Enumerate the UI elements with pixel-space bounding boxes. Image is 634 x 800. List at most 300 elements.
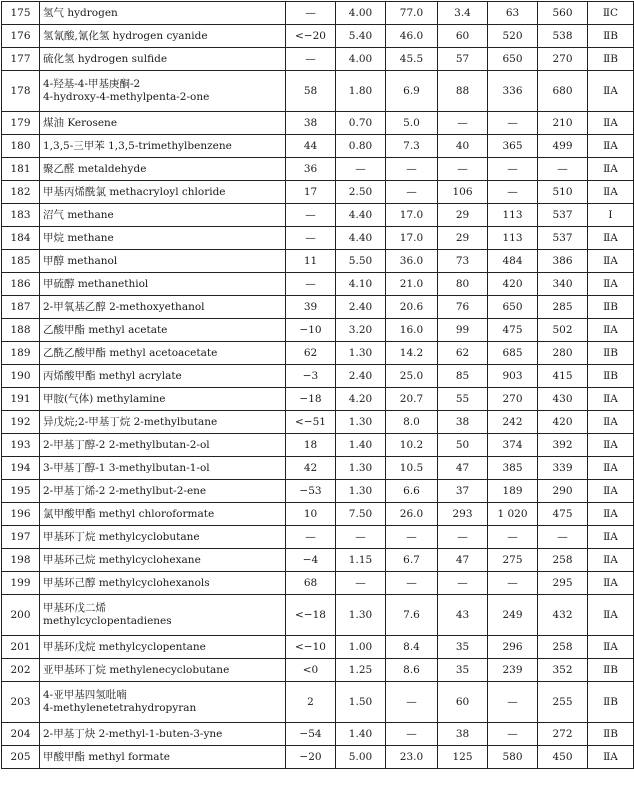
group-class-cell: ⅡA [588, 158, 634, 181]
substance-name-line: 煤油 Kerosene [43, 116, 118, 129]
lower-concentration-cell: 293 [438, 503, 488, 526]
lower-concentration-cell: 80 [438, 273, 488, 296]
upper-concentration-cell: 374 [488, 434, 538, 457]
upper-limit-cell: 17.0 [386, 227, 438, 250]
substance-name [40, 135, 286, 158]
ignition-temp-cell: 210 [538, 112, 588, 135]
chemical-properties-table [1, 1, 634, 769]
group-class-cell: ⅡA [588, 480, 634, 503]
group-class-cell: ⅡA [588, 457, 634, 480]
flash-point-cell: — [286, 526, 336, 549]
substance-name-line: 2-甲基丁炔 2-methyl-1-buten-3-yne [43, 727, 223, 740]
flash-point-cell: — [286, 227, 336, 250]
flash-point-cell: 18 [286, 434, 336, 457]
upper-limit-cell: 25.0 [386, 365, 438, 388]
lower-concentration-cell: 40 [438, 135, 488, 158]
substance-name-line: 4-亚甲基四氢吡喃 [43, 689, 127, 701]
upper-limit-cell: 8.0 [386, 411, 438, 434]
lower-limit-cell: 5.50 [336, 250, 386, 273]
lower-concentration-cell: 38 [438, 723, 488, 746]
group-class-cell: ⅡA [588, 112, 634, 135]
substance-name [40, 319, 286, 342]
lower-limit-cell: 1.30 [336, 480, 386, 503]
flash-point-cell: <−20 [286, 25, 336, 48]
lower-limit-cell: 0.80 [336, 135, 386, 158]
ignition-temp-cell: 680 [538, 71, 588, 112]
flash-point-cell: 11 [286, 250, 336, 273]
flash-point-cell: 39 [286, 296, 336, 319]
upper-concentration-cell: 113 [488, 204, 538, 227]
ignition-temp-cell: 352 [538, 659, 588, 682]
ignition-temp-cell: 255 [538, 682, 588, 723]
lower-limit-cell: 4.00 [336, 2, 386, 25]
lower-concentration-cell: 29 [438, 204, 488, 227]
lower-concentration-cell: 47 [438, 549, 488, 572]
lower-concentration-cell: 3.4 [438, 2, 488, 25]
upper-limit-cell: 23.0 [386, 746, 438, 769]
lower-concentration-cell: 50 [438, 434, 488, 457]
substance-name-line: 甲烷 methane [43, 231, 114, 244]
table-row [2, 227, 634, 250]
group-class-cell: ⅡB [588, 25, 634, 48]
upper-concentration-cell: — [488, 723, 538, 746]
upper-limit-cell: 46.0 [386, 25, 438, 48]
upper-limit-cell: 10.2 [386, 434, 438, 457]
upper-concentration-cell: — [488, 682, 538, 723]
row-number: 192 [2, 411, 40, 434]
table-row [2, 250, 634, 273]
flash-point-cell: <−51 [286, 411, 336, 434]
substance-name [40, 434, 286, 457]
substance-name-line: 氢气 hydrogen [43, 6, 118, 19]
substance-name [40, 526, 286, 549]
ignition-temp-cell: 499 [538, 135, 588, 158]
lower-concentration-cell: 106 [438, 181, 488, 204]
row-number: 177 [2, 48, 40, 71]
flash-point-cell: — [286, 48, 336, 71]
flash-point-cell: 2 [286, 682, 336, 723]
lower-concentration-cell: 125 [438, 746, 488, 769]
group-class-cell: ⅡB [588, 48, 634, 71]
ignition-temp-cell: 450 [538, 746, 588, 769]
row-number: 188 [2, 319, 40, 342]
group-class-cell: ⅡA [588, 181, 634, 204]
group-class-cell: ⅡB [588, 365, 634, 388]
ignition-temp-cell: 502 [538, 319, 588, 342]
lower-limit-cell: 4.20 [336, 388, 386, 411]
group-class-cell: ⅡA [588, 434, 634, 457]
flash-point-cell: 44 [286, 135, 336, 158]
upper-concentration-cell: 1 020 [488, 503, 538, 526]
substance-name-line: 沼气 methane [43, 208, 114, 221]
row-number: 203 [2, 682, 40, 723]
substance-name-line: 甲醇 methanol [43, 254, 118, 267]
substance-name-line: 1,3,5-三甲苯 1,3,5-trimethylbenzene [43, 139, 232, 152]
substance-name [40, 273, 286, 296]
lower-limit-cell: 3.20 [336, 319, 386, 342]
upper-concentration-cell: 275 [488, 549, 538, 572]
table-row [2, 503, 634, 526]
lower-concentration-cell: — [438, 526, 488, 549]
ignition-temp-cell: 290 [538, 480, 588, 503]
substance-name [40, 682, 286, 723]
ignition-temp-cell: 340 [538, 273, 588, 296]
ignition-temp-cell: 392 [538, 434, 588, 457]
lower-limit-cell: 4.00 [336, 48, 386, 71]
lower-concentration-cell: 60 [438, 682, 488, 723]
ignition-temp-cell: 432 [538, 595, 588, 636]
substance-name [40, 204, 286, 227]
upper-concentration-cell: 239 [488, 659, 538, 682]
lower-limit-cell: 1.30 [336, 457, 386, 480]
substance-name-line-2: methylcyclopentadienes [43, 615, 172, 627]
substance-name [40, 572, 286, 595]
table-row [2, 48, 634, 71]
row-number: 200 [2, 595, 40, 636]
lower-limit-cell: 1.40 [336, 723, 386, 746]
table-row [2, 388, 634, 411]
upper-limit-cell: 77.0 [386, 2, 438, 25]
upper-concentration-cell: 685 [488, 342, 538, 365]
upper-concentration-cell: 336 [488, 71, 538, 112]
upper-limit-cell: 8.4 [386, 636, 438, 659]
row-number: 198 [2, 549, 40, 572]
group-class-cell: Ⅰ [588, 204, 634, 227]
row-number: 199 [2, 572, 40, 595]
group-class-cell: ⅡA [588, 549, 634, 572]
lower-concentration-cell: 57 [438, 48, 488, 71]
upper-limit-cell: 10.5 [386, 457, 438, 480]
table-row [2, 342, 634, 365]
row-number: 193 [2, 434, 40, 457]
ignition-temp-cell: 537 [538, 227, 588, 250]
lower-limit-cell: — [336, 158, 386, 181]
group-class-cell: ⅡA [588, 227, 634, 250]
upper-limit-cell: 45.5 [386, 48, 438, 71]
ignition-temp-cell: 258 [538, 549, 588, 572]
ignition-temp-cell: 475 [538, 503, 588, 526]
flash-point-cell: −54 [286, 723, 336, 746]
lower-limit-cell: 1.80 [336, 71, 386, 112]
flash-point-cell: 38 [286, 112, 336, 135]
group-class-cell: ⅡA [588, 411, 634, 434]
ignition-temp-cell: 510 [538, 181, 588, 204]
lower-limit-cell: 1.30 [336, 342, 386, 365]
table-row [2, 411, 634, 434]
row-number: 202 [2, 659, 40, 682]
row-number: 178 [2, 71, 40, 112]
lower-limit-cell: 1.50 [336, 682, 386, 723]
flash-point-cell: 42 [286, 457, 336, 480]
lower-limit-cell: 1.15 [336, 549, 386, 572]
row-number: 181 [2, 158, 40, 181]
upper-concentration-cell: 475 [488, 319, 538, 342]
substance-name-line-2: 4-methylenetetrahydropyran [43, 702, 197, 714]
upper-concentration-cell: 365 [488, 135, 538, 158]
substance-name [40, 411, 286, 434]
lower-concentration-cell: 43 [438, 595, 488, 636]
upper-limit-cell: 20.7 [386, 388, 438, 411]
table-row [2, 682, 634, 723]
lower-concentration-cell: 35 [438, 659, 488, 682]
row-number: 185 [2, 250, 40, 273]
lower-limit-cell: 1.30 [336, 411, 386, 434]
substance-name [40, 250, 286, 273]
substance-name [40, 71, 286, 112]
upper-concentration-cell: 249 [488, 595, 538, 636]
substance-name-line: 2-甲氧基乙醇 2-methoxyethanol [43, 300, 205, 313]
row-number: 205 [2, 746, 40, 769]
flash-point-cell: <−10 [286, 636, 336, 659]
upper-concentration-cell: 650 [488, 48, 538, 71]
substance-name-line: 甲基丙烯酰氯 methacryloyl chloride [43, 185, 226, 198]
table-body [2, 2, 634, 769]
row-number: 189 [2, 342, 40, 365]
upper-limit-cell: — [386, 158, 438, 181]
row-number: 179 [2, 112, 40, 135]
upper-limit-cell: 21.0 [386, 273, 438, 296]
substance-name [40, 549, 286, 572]
table-row [2, 659, 634, 682]
upper-concentration-cell: 189 [488, 480, 538, 503]
lower-limit-cell: 2.50 [336, 181, 386, 204]
group-class-cell: ⅡA [588, 572, 634, 595]
lower-limit-cell: 1.00 [336, 636, 386, 659]
group-class-cell: ⅡA [588, 319, 634, 342]
ignition-temp-cell: 560 [538, 2, 588, 25]
substance-name-line: 甲基环己醇 methylcyclohexanols [43, 576, 210, 589]
lower-concentration-cell: 37 [438, 480, 488, 503]
row-number: 196 [2, 503, 40, 526]
lower-concentration-cell: 99 [438, 319, 488, 342]
substance-name [40, 48, 286, 71]
lower-limit-cell: 4.10 [336, 273, 386, 296]
lower-concentration-cell: 47 [438, 457, 488, 480]
substance-name [40, 659, 286, 682]
row-number: 187 [2, 296, 40, 319]
upper-limit-cell: 20.6 [386, 296, 438, 319]
table-row [2, 636, 634, 659]
lower-concentration-cell: 62 [438, 342, 488, 365]
upper-limit-cell: 7.6 [386, 595, 438, 636]
lower-concentration-cell: — [438, 158, 488, 181]
upper-concentration-cell: — [488, 181, 538, 204]
substance-name [40, 342, 286, 365]
row-number: 191 [2, 388, 40, 411]
group-class-cell: ⅡA [588, 250, 634, 273]
ignition-temp-cell: 258 [538, 636, 588, 659]
flash-point-cell: <−18 [286, 595, 336, 636]
flash-point-cell: 58 [286, 71, 336, 112]
lower-limit-cell: — [336, 572, 386, 595]
ignition-temp-cell: 285 [538, 296, 588, 319]
upper-concentration-cell: 113 [488, 227, 538, 250]
table-row [2, 526, 634, 549]
ignition-temp-cell: 420 [538, 411, 588, 434]
substance-name [40, 457, 286, 480]
substance-name-line: 亚甲基环丁烷 methylenecyclobutane [43, 663, 230, 676]
lower-concentration-cell: 76 [438, 296, 488, 319]
ignition-temp-cell: 415 [538, 365, 588, 388]
table-row [2, 181, 634, 204]
substance-name-line: 异戊烷;2-甲基丁烷 2-methylbutane [43, 415, 218, 428]
substance-name-line: 4-羟基-4-甲基庚酮-2 [43, 78, 141, 90]
row-number: 204 [2, 723, 40, 746]
table-row [2, 71, 634, 112]
ignition-temp-cell: 386 [538, 250, 588, 273]
flash-point-cell: — [286, 204, 336, 227]
table-row [2, 2, 634, 25]
row-number: 186 [2, 273, 40, 296]
table-row [2, 595, 634, 636]
upper-limit-cell: 6.7 [386, 549, 438, 572]
flash-point-cell: −10 [286, 319, 336, 342]
upper-limit-cell: 5.0 [386, 112, 438, 135]
group-class-cell: ⅡA [588, 388, 634, 411]
row-number: 194 [2, 457, 40, 480]
upper-limit-cell: — [386, 723, 438, 746]
row-number: 180 [2, 135, 40, 158]
group-class-cell: ⅡC [588, 2, 634, 25]
lower-concentration-cell: 35 [438, 636, 488, 659]
flash-point-cell: 62 [286, 342, 336, 365]
row-number: 176 [2, 25, 40, 48]
lower-concentration-cell: 55 [438, 388, 488, 411]
table-row [2, 746, 634, 769]
substance-name-line: 甲基环戊二烯 [43, 602, 106, 614]
group-class-cell: ⅡA [588, 636, 634, 659]
flash-point-cell: <0 [286, 659, 336, 682]
table-row [2, 572, 634, 595]
substance-name [40, 158, 286, 181]
flash-point-cell: — [286, 273, 336, 296]
substance-name [40, 2, 286, 25]
lower-limit-cell: 1.25 [336, 659, 386, 682]
upper-concentration-cell: 580 [488, 746, 538, 769]
upper-concentration-cell: 484 [488, 250, 538, 273]
lower-limit-cell: 4.40 [336, 204, 386, 227]
substance-name-line: 甲硫醇 methanethiol [43, 277, 149, 290]
group-class-cell: ⅡA [588, 595, 634, 636]
upper-limit-cell: — [386, 572, 438, 595]
substance-name-line: 甲基环丁烷 methylcyclobutane [43, 530, 200, 543]
upper-concentration-cell: 296 [488, 636, 538, 659]
lower-concentration-cell: — [438, 572, 488, 595]
lower-concentration-cell: 29 [438, 227, 488, 250]
table-row [2, 273, 634, 296]
row-number: 182 [2, 181, 40, 204]
substance-name [40, 181, 286, 204]
upper-limit-cell: 36.0 [386, 250, 438, 273]
upper-limit-cell: — [386, 526, 438, 549]
upper-concentration-cell: — [488, 158, 538, 181]
row-number: 184 [2, 227, 40, 250]
substance-name-line: 乙酸甲酯 methyl acetate [43, 323, 168, 336]
flash-point-cell: −18 [286, 388, 336, 411]
group-class-cell: ⅡB [588, 659, 634, 682]
upper-concentration-cell: — [488, 526, 538, 549]
substance-name-line: 甲基环己烷 methylcyclohexane [43, 553, 201, 566]
flash-point-cell: −53 [286, 480, 336, 503]
ignition-temp-cell: 430 [538, 388, 588, 411]
upper-concentration-cell: 242 [488, 411, 538, 434]
flash-point-cell: 10 [286, 503, 336, 526]
substance-name-line: 丙烯酸甲酯 methyl acrylate [43, 369, 182, 382]
lower-limit-cell: 1.40 [336, 434, 386, 457]
lower-limit-cell: 0.70 [336, 112, 386, 135]
substance-name [40, 503, 286, 526]
ignition-temp-cell: 280 [538, 342, 588, 365]
substance-name [40, 636, 286, 659]
lower-limit-cell: 4.40 [336, 227, 386, 250]
group-class-cell: ⅡB [588, 723, 634, 746]
table-row [2, 135, 634, 158]
flash-point-cell: — [286, 2, 336, 25]
lower-concentration-cell: — [438, 112, 488, 135]
upper-limit-cell: 6.9 [386, 71, 438, 112]
lower-limit-cell: 1.30 [336, 595, 386, 636]
group-class-cell: ⅡA [588, 273, 634, 296]
group-class-cell: ⅡA [588, 503, 634, 526]
substance-name [40, 595, 286, 636]
upper-concentration-cell: 63 [488, 2, 538, 25]
table-row [2, 204, 634, 227]
lower-limit-cell: 5.40 [336, 25, 386, 48]
row-number: 195 [2, 480, 40, 503]
group-class-cell: ⅡB [588, 342, 634, 365]
lower-limit-cell: 2.40 [336, 365, 386, 388]
flash-point-cell: −3 [286, 365, 336, 388]
table-row [2, 434, 634, 457]
upper-limit-cell: 17.0 [386, 204, 438, 227]
upper-concentration-cell: 270 [488, 388, 538, 411]
upper-limit-cell: 16.0 [386, 319, 438, 342]
ignition-temp-cell: 339 [538, 457, 588, 480]
ignition-temp-cell: — [538, 526, 588, 549]
upper-limit-cell: — [386, 181, 438, 204]
upper-concentration-cell: 650 [488, 296, 538, 319]
group-class-cell: ⅡB [588, 296, 634, 319]
table-row [2, 112, 634, 135]
upper-concentration-cell: 903 [488, 365, 538, 388]
upper-limit-cell: 26.0 [386, 503, 438, 526]
flash-point-cell: 68 [286, 572, 336, 595]
lower-concentration-cell: 88 [438, 71, 488, 112]
lower-concentration-cell: 73 [438, 250, 488, 273]
upper-limit-cell: 7.3 [386, 135, 438, 158]
upper-limit-cell: 8.6 [386, 659, 438, 682]
substance-name-line: 2-甲基丁烯-2 2-methylbut-2-ene [43, 484, 207, 497]
substance-name-line: 硫化氢 hydrogen sulfide [43, 52, 168, 65]
upper-concentration-cell: — [488, 112, 538, 135]
upper-limit-cell: 6.6 [386, 480, 438, 503]
table-row [2, 723, 634, 746]
table-row [2, 158, 634, 181]
lower-concentration-cell: 60 [438, 25, 488, 48]
row-number: 197 [2, 526, 40, 549]
substance-name [40, 480, 286, 503]
group-class-cell: ⅡA [588, 71, 634, 112]
table-row [2, 480, 634, 503]
table-row [2, 25, 634, 48]
substance-name-line: 氢氰酸,氰化氢 hydrogen cyanide [43, 29, 208, 42]
table-row [2, 296, 634, 319]
substance-name [40, 746, 286, 769]
row-number: 183 [2, 204, 40, 227]
ignition-temp-cell: 295 [538, 572, 588, 595]
ignition-temp-cell: 537 [538, 204, 588, 227]
row-number: 190 [2, 365, 40, 388]
